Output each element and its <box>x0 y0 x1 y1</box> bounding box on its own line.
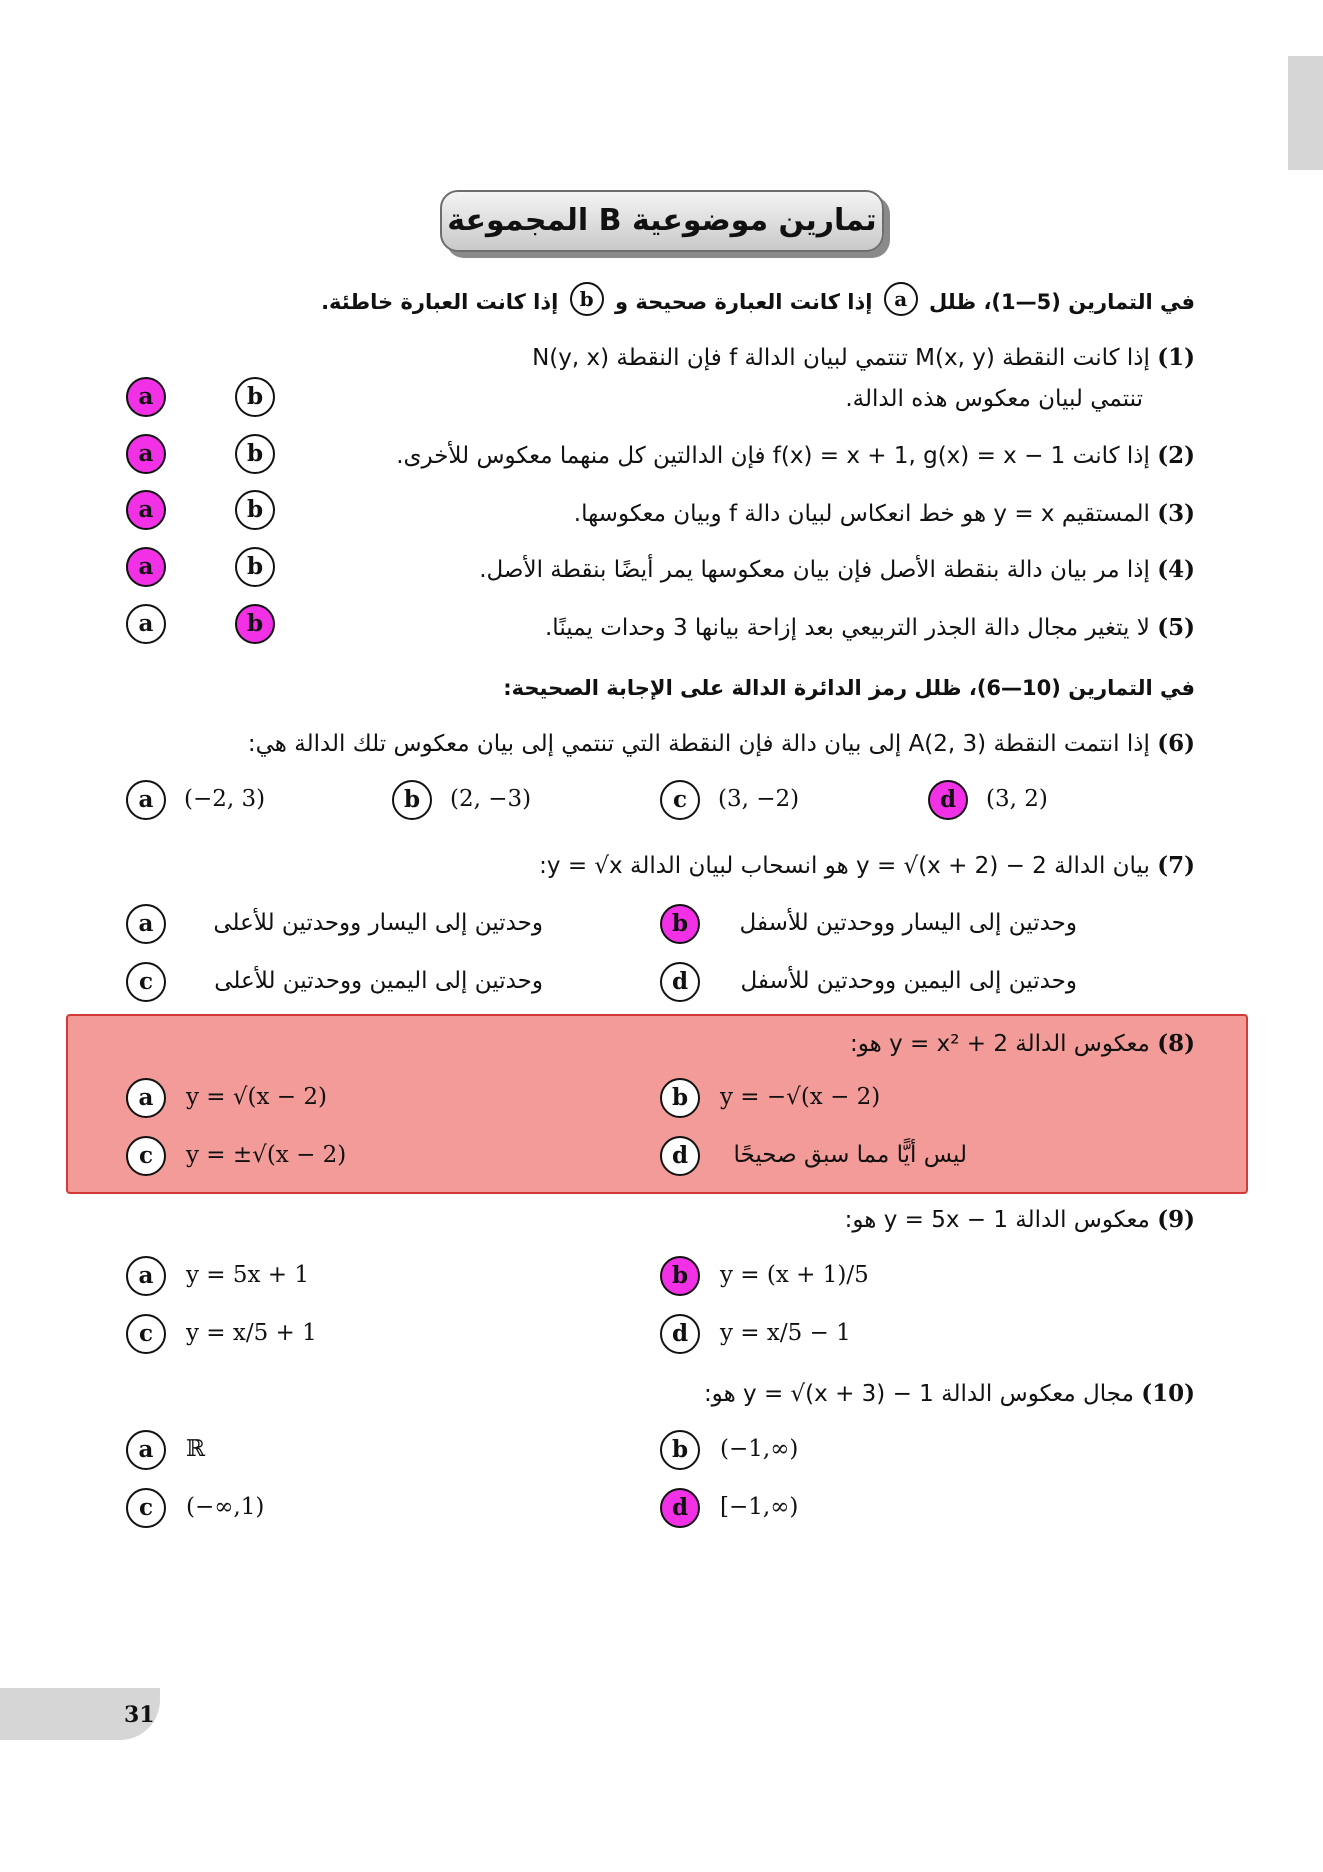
q6-option-d-text: (3, 2) <box>986 786 1048 812</box>
q6-option-b-text: (2, −3) <box>450 786 532 812</box>
q9-option-a-text: y = 5x + 1 <box>186 1262 310 1288</box>
q8-option-c[interactable]: c <box>126 1136 166 1176</box>
instruction-true-false: في التمارين (5—1)، ظلل a إذا كانت العبارة صحيحة و b إذا كانت العبارة خاطئة. <box>321 286 1195 320</box>
question-7: (7) بيان الدالة y = √(x + 2) − 2 هو انسحاب لبيان الدالة y = √x: <box>539 852 1195 879</box>
q9-option-a[interactable]: a <box>126 1256 166 1296</box>
q10-option-a[interactable]: a <box>126 1430 166 1470</box>
q10-option-c-text: (−∞,1) <box>186 1494 265 1520</box>
q7-option-d-text: وحدتين إلى اليمين ووحدتين للأسفل <box>740 968 1077 994</box>
q10-option-c[interactable]: c <box>126 1488 166 1528</box>
q6-option-c[interactable]: c <box>660 780 700 820</box>
q7-option-c[interactable]: c <box>126 962 166 1002</box>
page-number: 31 <box>124 1702 155 1728</box>
q4-option-a[interactable]: a <box>126 547 166 587</box>
question-4: (4) إذا مر بيان دالة بنقطة الأصل فإن بيان معكوسها يمر أيضًا بنقطة الأصل. <box>479 556 1195 583</box>
q4-option-b[interactable]: b <box>235 547 275 587</box>
q8-option-c-text: y = ±√(x − 2) <box>186 1142 347 1168</box>
q6-option-a-text: (−2, 3) <box>184 786 266 812</box>
q7-option-a-text: وحدتين إلى اليسار ووحدتين للأعلى <box>213 910 543 936</box>
q7-option-d[interactable]: d <box>660 962 700 1002</box>
q9-option-c-text: y = x/5 + 1 <box>186 1320 317 1346</box>
question-1: (1) إذا كانت النقطة M(x, y) تنتمي لبيان الدالة f فإن النقطة N(y, x) <box>532 344 1195 371</box>
q8-option-b[interactable]: b <box>660 1078 700 1118</box>
q2-option-b[interactable]: b <box>235 434 275 474</box>
side-tab <box>1288 56 1323 170</box>
q1-option-b[interactable]: b <box>235 377 275 417</box>
q5-option-a[interactable]: a <box>126 604 166 644</box>
q1-option-a[interactable]: a <box>126 377 166 417</box>
q5-option-b[interactable]: b <box>235 604 275 644</box>
q10-option-b[interactable]: b <box>660 1430 700 1470</box>
q2-option-a[interactable]: a <box>126 434 166 474</box>
q8-option-d-text: ليس أيًّا مما سبق صحيحًا <box>733 1142 967 1168</box>
q6-option-d[interactable]: d <box>928 780 968 820</box>
q3-option-b[interactable]: b <box>235 490 275 530</box>
question-1-line2: تنتمي لبيان معكوس هذه الدالة. <box>845 386 1143 412</box>
q8-option-a[interactable]: a <box>126 1078 166 1118</box>
legend-circle-b: b <box>570 282 604 316</box>
legend-circle-a: a <box>884 282 918 316</box>
q8-option-a-text: y = √(x − 2) <box>186 1084 327 1110</box>
q10-option-d[interactable]: d <box>660 1488 700 1528</box>
question-6: (6) إذا انتمت النقطة A(2, 3) إلى بيان دالة فإن النقطة التي تنتمي إلى بيان معكوس تلك الدالة هي: <box>247 730 1195 757</box>
q10-option-b-text: (−1,∞) <box>720 1436 799 1462</box>
q9-option-d-text: y = x/5 − 1 <box>720 1320 851 1346</box>
q8-option-d[interactable]: d <box>660 1136 700 1176</box>
q9-option-b[interactable]: b <box>660 1256 700 1296</box>
question-3: (3) المستقيم y = x هو خط انعكاس لبيان دالة f وبيان معكوسها. <box>573 500 1195 527</box>
q9-option-b-text: y = (x + 1)/5 <box>720 1262 869 1288</box>
q7-option-a[interactable]: a <box>126 904 166 944</box>
q8-option-b-text: y = −√(x − 2) <box>720 1084 881 1110</box>
question-9: (9) معكوس الدالة y = 5x − 1 هو: <box>844 1206 1195 1233</box>
q10-option-d-text: [−1,∞) <box>720 1494 799 1520</box>
q7-option-c-text: وحدتين إلى اليمين ووحدتين للأعلى <box>214 968 543 994</box>
q3-option-a[interactable]: a <box>126 490 166 530</box>
question-5: (5) لا يتغير مجال دالة الجذر التربيعي بعد إزاحة بيانها 3 وحدات يمينًا. <box>545 614 1195 641</box>
q10-option-a-text: ℝ <box>186 1436 206 1462</box>
q6-option-b[interactable]: b <box>392 780 432 820</box>
q7-option-b[interactable]: b <box>660 904 700 944</box>
q7-option-b-text: وحدتين إلى اليسار ووحدتين للأسفل <box>739 910 1077 936</box>
q6-option-a[interactable]: a <box>126 780 166 820</box>
instruction-mcq: في التمارين (10—6)، ظلل رمز الدائرة الدالة على الإجابة الصحيحة: <box>503 676 1195 700</box>
section-title: المجموعة B تمارين موضوعية <box>440 190 884 252</box>
question-10: (10) مجال معكوس الدالة y = √(x + 3) − 1 هو: <box>703 1380 1195 1407</box>
q6-option-c-text: (3, −2) <box>718 786 800 812</box>
q9-option-c[interactable]: c <box>126 1314 166 1354</box>
question-8: (8) معكوس الدالة y = x² + 2 هو: <box>850 1030 1195 1057</box>
q9-option-d[interactable]: d <box>660 1314 700 1354</box>
question-2: (2) إذا كانت f(x) = x + 1, g(x) = x − 1 فإن الدالتين كل منهما معكوس للأخرى. <box>396 442 1195 469</box>
